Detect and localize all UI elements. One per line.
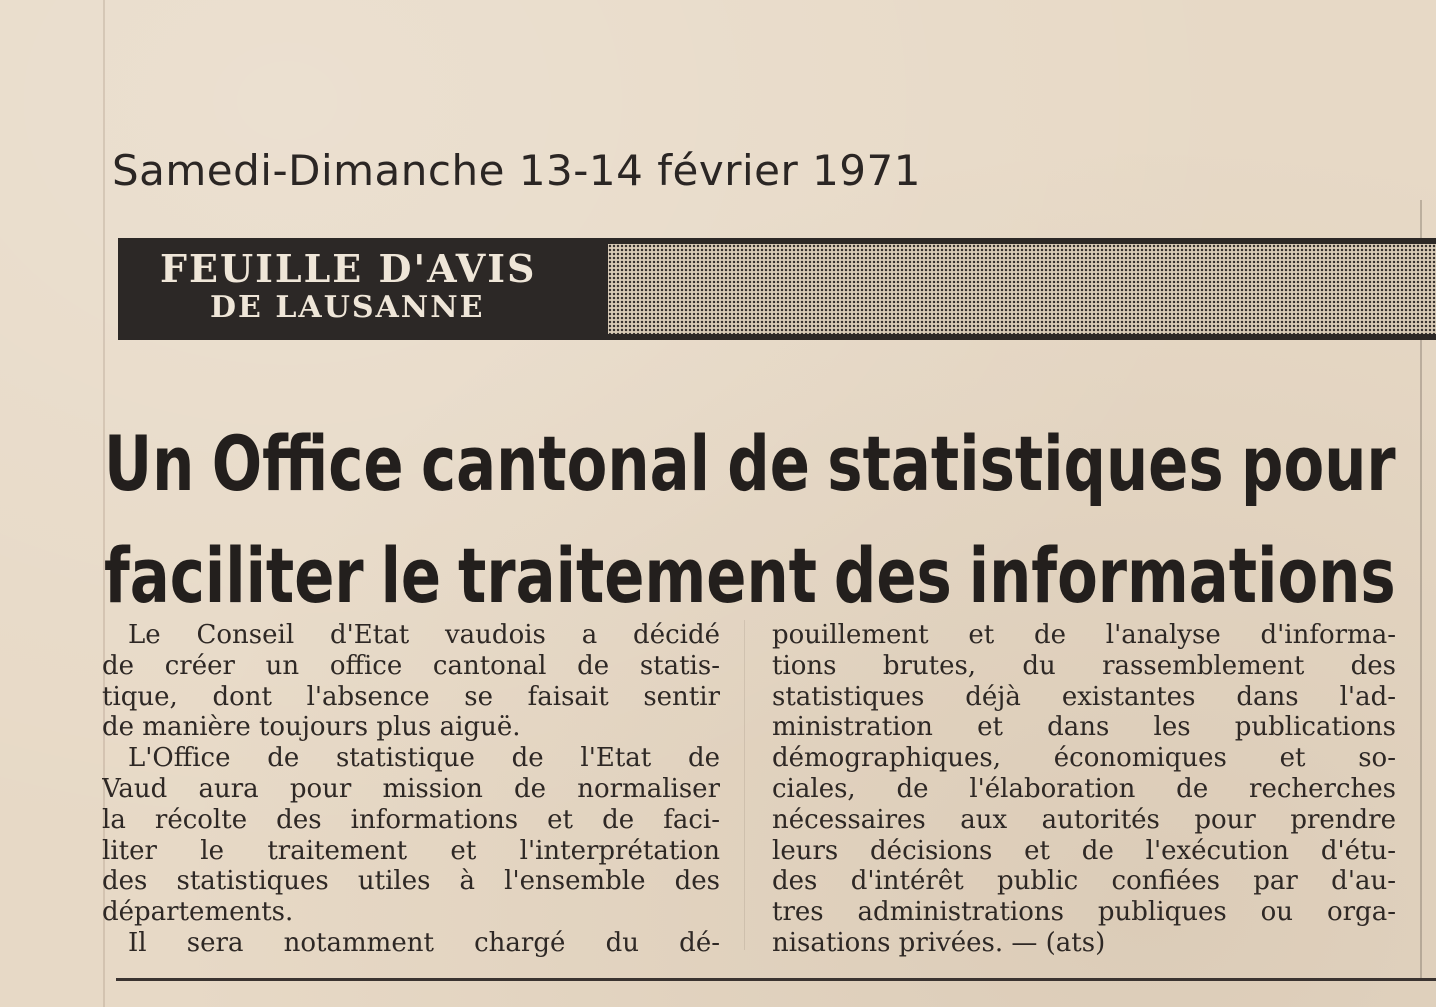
article-line: Vaud aura pour mission de normaliser	[102, 773, 720, 804]
headline-line-2	[104, 520, 1396, 632]
article-line: tique, dont l'absence se faisait sentir	[102, 681, 720, 712]
article-line: ciales, de l'élaboration de recherches	[772, 773, 1396, 804]
masthead-title-line1: FEUILLE D'AVIS	[160, 246, 537, 291]
article-line: départements.	[102, 897, 294, 928]
headline-word: Office	[211, 419, 404, 508]
headline-word: le	[380, 531, 442, 620]
headline-word: Un	[104, 419, 195, 508]
headline-line-1	[104, 408, 1396, 520]
headline	[104, 408, 1396, 632]
headline-word: des	[833, 531, 952, 620]
article-line: pouillement et de l'analyse d'informa-	[772, 620, 1396, 650]
headline-word: de	[727, 419, 810, 508]
article-line: des d'intérêt public confiées par d'au-	[772, 866, 1396, 897]
article-line: leurs décisions et de l'exécution d'étu-	[772, 835, 1396, 866]
dateline: Samedi-Dimanche 13-14 février 1971	[112, 146, 921, 195]
article-line: Il sera notamment chargé du dé-	[128, 927, 720, 958]
article-line: liter le traitement et l'interprétation	[102, 835, 720, 866]
article-line: des statistiques utiles à l'ensemble des	[102, 866, 720, 897]
article-line: tions brutes, du rassemblement des	[772, 650, 1396, 681]
article-line: nisations privées. — (ats)	[772, 927, 1106, 958]
headline-word: pour	[1241, 419, 1396, 508]
article-line: nécessaires aux autorités pour prendre	[772, 804, 1396, 835]
headline-word: faciliter	[104, 531, 364, 620]
headline-word: cantonal	[420, 419, 710, 508]
article-line: tres administrations publiques ou orga-	[772, 897, 1396, 928]
article-line: ministration et dans les publications	[772, 712, 1396, 743]
article-column-right	[772, 620, 1396, 959]
article-column-left	[102, 620, 720, 959]
masthead-title-block	[118, 238, 608, 340]
article-line: démographiques, économiques et so-	[772, 743, 1396, 774]
article-line: de créer un office cantonal de statis-	[102, 650, 720, 681]
article-line: L'Office de statistique de l'Etat de	[128, 743, 720, 774]
masthead-banner	[118, 238, 1436, 340]
column-divider	[744, 620, 745, 950]
headline-word: traitement	[458, 531, 818, 620]
article-line: la récolte des informations et de faci-	[102, 804, 720, 835]
masthead-halftone-pattern	[608, 244, 1436, 334]
bottom-rule	[116, 978, 1436, 981]
article-line: Le Conseil d'Etat vaudois a décidé	[128, 620, 720, 650]
article-line: de manière toujours plus aiguë.	[102, 712, 521, 743]
headline-word: statistiques	[827, 419, 1224, 508]
headline-word: informations	[968, 531, 1396, 620]
masthead-title-line2: DE LAUSANNE	[210, 290, 485, 325]
article-line: statistiques déjà existantes dans l'ad-	[772, 681, 1396, 712]
